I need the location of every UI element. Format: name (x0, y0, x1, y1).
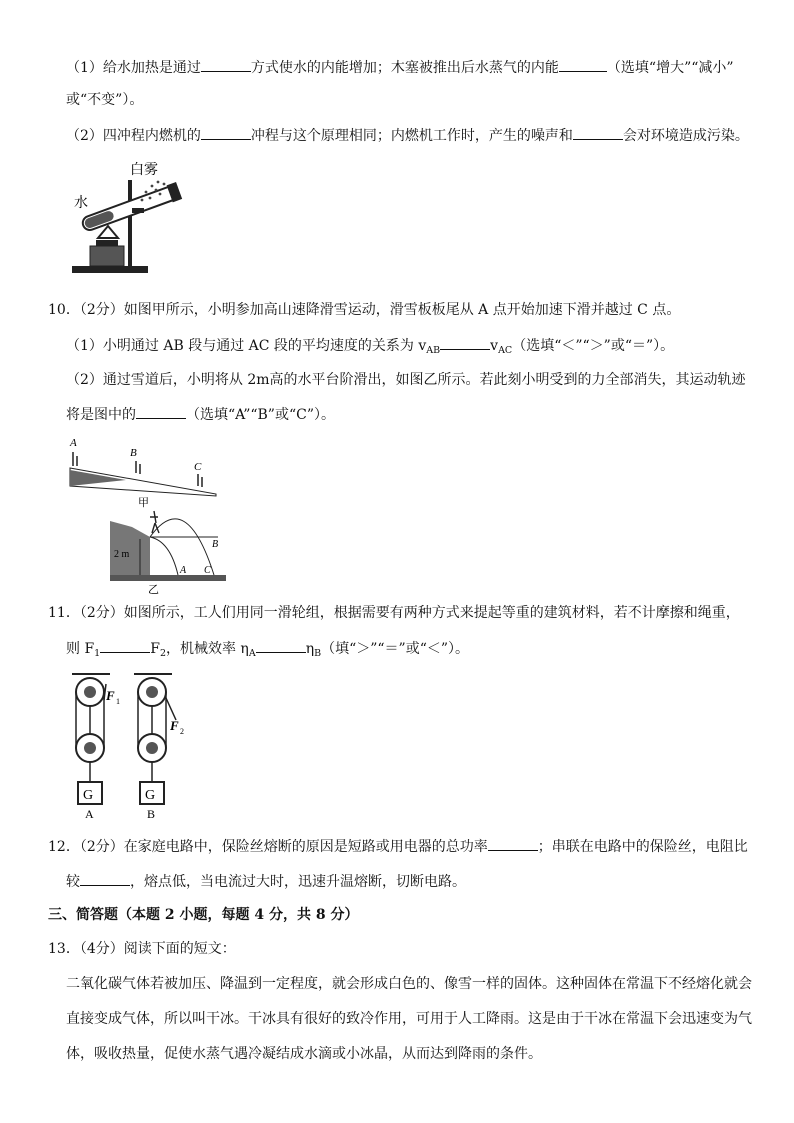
weight-a-label: G (83, 788, 94, 803)
height-label: 2 m (114, 549, 130, 560)
skier-icon (150, 511, 159, 533)
q9-text: （1）给水加热是通过 (66, 60, 201, 76)
section-heading-text: 三、简答题（本题 2 小题，每题 4 分，共 8 分） (48, 907, 359, 923)
q10-part2-line2 (66, 404, 335, 425)
path-b-label: B (212, 539, 219, 550)
q11-stem (48, 603, 740, 623)
answer-blank[interactable] (201, 57, 251, 72)
q12-text: 12．（2分）在家庭电路中，保险丝熔断的原因是短路或用电器的总功率 (48, 839, 488, 855)
q10-text: （选填“＜”“＞”或“＝”）。 (512, 338, 675, 354)
q10-text: （1）小明通过 AB 段与通过 AC 段的平均速度的关系为 v (66, 338, 427, 354)
f2-label: F (170, 718, 179, 733)
q9-text: （2）四冲程内燃机的 (66, 128, 201, 144)
path-c-label: C (204, 565, 211, 576)
q13-text: 二氧化碳气体若被加压、降温到一定程度，就会形成白色的、像雪一样的固体。这种固体在常温下不经熔化就会 (66, 976, 752, 992)
answer-blank[interactable] (136, 404, 186, 419)
q12-line1 (48, 836, 748, 857)
q9-text: 方式使水的内能增加；木塞被推出后水蒸气的内能 (250, 60, 559, 76)
q10-part1 (66, 335, 674, 361)
q11-text: 则 F (66, 641, 95, 657)
skier-a-icon (73, 452, 77, 466)
fig-yi-caption: 乙 (148, 584, 159, 595)
q9-text: 冲程与这个原理相同；内燃机工作时，产生的噪声和 (250, 128, 573, 144)
subscript: A (248, 648, 256, 659)
q10-text: v (490, 338, 499, 354)
point-a-label: A (70, 437, 77, 449)
q13-stem (48, 939, 236, 959)
f1-label: F (106, 688, 115, 703)
q12-text: ；串联在电路中的保险丝，电阻比 (537, 839, 748, 855)
answer-blank[interactable] (201, 125, 251, 140)
q10-text: 将是图中的 (66, 407, 136, 423)
force-arrow-f2 (166, 698, 176, 720)
clamp (132, 208, 144, 213)
pulley-hub (84, 686, 96, 698)
section-heading (48, 905, 358, 925)
q9-text: 或“不变”）。 (66, 92, 144, 108)
flame (98, 226, 118, 238)
q13-text: 体，吸收热量，促使水蒸气遇冷凝结成水滴或小冰晶，从而达到降雨的条件。 (66, 1046, 542, 1062)
q10-part2-line1 (66, 370, 746, 390)
q13-para-line3 (66, 1044, 542, 1064)
q11-text: ，机械效率 η (165, 641, 249, 657)
fig-label-water: 水 (74, 196, 88, 211)
q11-line2 (66, 638, 469, 664)
q13-para-line2 (66, 1009, 752, 1029)
q12-text: ，熔点低，当电流过大时，迅速升温熔断，切断电路。 (130, 874, 466, 890)
q10-text: （选填“A”“B”或“C”）。 (186, 407, 335, 423)
q13-para-line1 (66, 974, 752, 994)
answer-blank[interactable] (80, 871, 130, 886)
setup-a-label: A (85, 807, 94, 821)
subscript: AC (498, 345, 513, 356)
subscript: 2 (159, 648, 166, 659)
stand-rod (128, 180, 132, 266)
skier-b-icon (136, 461, 140, 474)
fig-jia-caption: 甲 (138, 497, 149, 509)
q11-figure-pulleys (66, 670, 206, 822)
pulley-hub (146, 686, 158, 698)
stand-base (72, 266, 148, 273)
answer-blank[interactable] (256, 638, 306, 653)
fig-label-mist: 白雾 (130, 163, 158, 178)
q10-stem (48, 300, 680, 320)
burner-body (90, 246, 124, 266)
f2-sub: 2 (180, 727, 184, 736)
pulley-hub (84, 742, 96, 754)
subscript: B (314, 648, 322, 659)
q10-figure-yi (106, 507, 230, 595)
burner-neck (96, 240, 118, 246)
pulley-hub (146, 742, 158, 754)
answer-blank[interactable] (488, 836, 538, 851)
q9-figure-test-tube (68, 158, 188, 278)
answer-blank[interactable] (440, 335, 490, 350)
setup-b-label: B (147, 807, 156, 821)
q9-text: 会对环境造成污染。 (622, 128, 749, 144)
f1-sub: 1 (116, 697, 120, 706)
answer-blank[interactable] (100, 638, 150, 653)
point-b-label: B (130, 447, 137, 459)
point-c-label: C (194, 461, 202, 473)
q11-text: η (305, 641, 315, 657)
q9-part1-line1 (66, 57, 734, 78)
trajectory-c (150, 537, 178, 575)
q11-text: （填“＞”“＝”或“＜”）。 (321, 641, 470, 657)
q10-stem-text: 10．（2分）如图甲所示，小明参加高山速降滑雪运动，滑雪板板尾从 A 点开始加速下滑并越过 C 点。 (48, 302, 681, 318)
answer-blank[interactable] (559, 57, 607, 72)
answer-blank[interactable] (573, 125, 623, 140)
q13-stem-text: 13．（4分）阅读下面的短文： (48, 941, 236, 957)
skier-c-icon (198, 474, 202, 487)
subscript: AB (426, 345, 441, 356)
q12-line2 (66, 871, 466, 892)
q9-part1-line2 (66, 90, 143, 110)
q9-part2-line (66, 125, 749, 146)
q11-stem-text: 11．（2分）如图所示，工人们用同一滑轮组，根据需要有两种方式来提起等重的建筑材料，若不计摩擦和绳重， (48, 605, 740, 621)
q10-text: （2）通过雪道后，小明将从 2m高的水平台阶滑出，如图乙所示。若此刻小明受到的力全部消失，其运动轨迹 (66, 372, 746, 388)
weight-b-label: G (145, 788, 156, 803)
path-a-label: A (180, 565, 187, 576)
q11-text: F (150, 641, 160, 657)
subscript: 1 (94, 648, 101, 659)
q12-text: 较 (66, 874, 80, 890)
q10-figure-jia (66, 434, 226, 510)
q9-text: （选填“增大”“减小” (606, 60, 734, 76)
q13-text: 直接变成气体，所以叫干冰。干冰具有很好的致冷作用，可用于人工降雨。这是由于干冰在常温下会迅速变为气 (66, 1011, 752, 1027)
